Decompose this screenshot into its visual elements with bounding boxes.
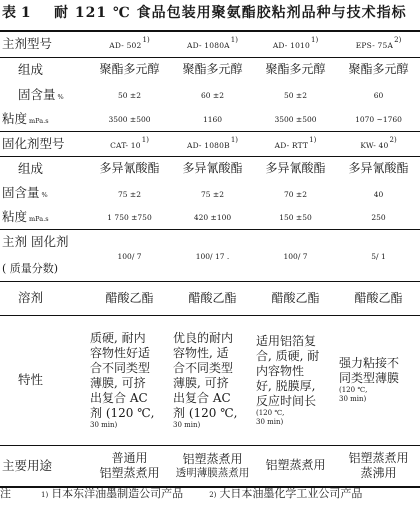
value: 100/ 7 — [117, 251, 142, 261]
table-title: 耐 121 ℃ 食品包装用聚氨酯胶粘剂品种与技术指标 — [54, 5, 407, 21]
footnote-mark: 1) — [142, 36, 150, 45]
footnote-mark: 1) — [311, 36, 319, 45]
text-line: (120 ℃, — [339, 386, 368, 395]
value: 5/ 1 — [371, 251, 386, 261]
value: 75 ±2 — [201, 189, 224, 199]
text-line: 强力粘接不 — [339, 356, 400, 371]
row-uses — [0, 445, 420, 487]
row-main-viscosity — [0, 107, 420, 131]
text-line: 铝塑蒸煮用 — [182, 451, 243, 466]
text-line: 内容物性 — [256, 363, 305, 378]
text-line: 剂 (120 ℃, — [90, 405, 155, 420]
text-line: 30 min) — [256, 417, 284, 426]
row-label: 组成 — [0, 156, 88, 181]
table-cell: 聚酯多元醇 — [171, 57, 254, 82]
row-main-model — [0, 31, 420, 57]
row-mix-ratio — [0, 229, 420, 281]
text-line: 容物性好适 — [90, 345, 151, 360]
row-curing-composition — [0, 156, 420, 181]
footnote-mark: 2) — [389, 135, 397, 144]
table-cell — [88, 107, 171, 131]
table-cell: 聚酯多元醇 — [254, 57, 337, 82]
text-line: 30 min) — [339, 395, 367, 403]
table-cell — [337, 107, 420, 131]
uses-cell — [337, 445, 420, 487]
value: 40 — [373, 189, 384, 199]
footnote-mark: 1) — [141, 135, 149, 144]
text-line: 薄膜, 可挤 — [90, 375, 146, 390]
model-name: CAT- 10 — [110, 140, 141, 150]
value: 50 ±2 — [118, 91, 141, 100]
text-line: 合不同类型 — [90, 360, 151, 375]
footnote-mark: 1) — [230, 36, 238, 45]
table-cell: 聚酯多元醇 — [88, 57, 171, 82]
note-1 — [41, 485, 183, 501]
table-cell — [171, 229, 254, 281]
properties-cell — [88, 315, 171, 445]
table-cell: 多异氰酸酯 — [88, 156, 171, 181]
model-name: AD- 1080A — [187, 41, 230, 51]
uses-cell — [88, 445, 171, 487]
table-cell — [254, 107, 337, 131]
value: 1070 ~1760 — [355, 115, 402, 125]
curing-model-cell — [337, 131, 420, 156]
note-mark: 2) — [209, 491, 217, 499]
table-number: 表 1 — [2, 5, 31, 21]
value: 1160 — [202, 115, 223, 125]
value: 250 — [371, 213, 386, 223]
label-line: ( 质量分数) — [2, 261, 59, 275]
table-cell — [88, 229, 171, 281]
main-model-cell — [171, 31, 254, 57]
curing-model-cell — [171, 131, 254, 156]
model-name: AD- 1010 — [272, 41, 310, 51]
uses-cell — [171, 445, 254, 487]
row-label — [0, 107, 88, 131]
text-line: (120 ℃, — [256, 408, 285, 417]
row-label: 特性 — [0, 315, 88, 445]
table-cell — [171, 82, 254, 107]
uses-cell — [254, 445, 337, 487]
table-cell: 醋酸乙酯 — [88, 281, 171, 315]
row-curing-solids — [0, 181, 420, 205]
text-line: 剂 (120 ℃, — [173, 405, 238, 420]
text-line: 普通用 — [111, 450, 148, 465]
row-main-solids — [0, 82, 420, 107]
main-model-cell — [254, 31, 337, 57]
row-curing-viscosity — [0, 205, 420, 229]
table-cell — [171, 181, 254, 205]
text-line: 30 min) — [173, 420, 201, 429]
label-text: 粘度 — [2, 208, 28, 224]
text-line: 出复合 AC — [90, 390, 148, 405]
spec-table — [0, 30, 420, 488]
text-line: 铝塑蒸煮用 — [265, 458, 326, 473]
text-line: 30 min) — [90, 420, 118, 429]
note-2 — [209, 485, 362, 501]
table-cell — [254, 229, 337, 281]
text-line: 透明薄膜蒸煮用 — [175, 466, 250, 479]
value: 50 ±2 — [284, 91, 307, 100]
table-cell: 多异氰酸酯 — [254, 156, 337, 181]
row-label — [0, 82, 88, 107]
unit: mPa.s — [29, 116, 49, 125]
properties-cell — [171, 315, 254, 445]
table-cell: 多异氰酸酯 — [337, 156, 420, 181]
row-label: 主要用途 — [0, 445, 88, 487]
model-name: KW- 40 — [360, 140, 389, 150]
row-solvent — [0, 281, 420, 315]
text-line: 铝塑蒸煮用 — [348, 450, 409, 465]
text-line: 适用铝箔复 — [256, 333, 317, 348]
row-label — [0, 205, 88, 229]
text-line: 蒸沸用 — [360, 465, 397, 480]
unit: % — [57, 92, 64, 101]
table-cell: 醋酸乙酯 — [254, 281, 337, 315]
table-cell — [337, 181, 420, 205]
table-cell — [254, 82, 337, 107]
row-label — [0, 181, 88, 205]
text-line: 合不同类型 — [173, 360, 234, 375]
text-line: 出复合 AC — [173, 390, 231, 405]
row-label: 溶剂 — [0, 281, 88, 315]
unit: % — [41, 191, 48, 200]
properties-cell — [254, 315, 337, 445]
label-text: 粘度 — [2, 110, 28, 126]
value: 70 ±2 — [284, 189, 307, 199]
row-properties — [0, 315, 420, 445]
text-line: 好, 脱膜厚, — [256, 378, 316, 393]
value: 100/ 7 — [283, 251, 308, 261]
footnote-mark: 1) — [230, 135, 239, 144]
row-curing-model — [0, 131, 420, 156]
unit: mPa.s — [29, 214, 49, 223]
table-notes — [0, 482, 420, 504]
table-cell: 聚酯多元醇 — [337, 57, 420, 82]
table-cell — [171, 205, 254, 229]
footnote-mark: 2) — [394, 36, 402, 45]
text-line: 铝塑蒸煮用 — [99, 465, 160, 480]
text-line: 同类型薄膜 — [339, 371, 400, 386]
curing-model-cell — [254, 131, 337, 156]
table-cell: 醋酸乙酯 — [337, 281, 420, 315]
value: 100/ 17 . — [195, 251, 230, 261]
main-model-cell — [337, 31, 420, 57]
table-cell — [254, 205, 337, 229]
table-caption — [0, 0, 420, 24]
notes-prefix: 注 — [0, 487, 11, 500]
table-cell — [337, 229, 420, 281]
value: 1 750 ±750 — [107, 213, 152, 223]
model-name: AD- 502 — [109, 41, 142, 51]
table-cell: 醋酸乙酯 — [171, 281, 254, 315]
value: 60 — [373, 91, 384, 100]
value: 75 ±2 — [118, 189, 141, 199]
table-cell — [88, 82, 171, 107]
row-label — [0, 229, 88, 281]
table-cell — [88, 181, 171, 205]
table-cell — [171, 107, 254, 131]
value: 3500 ±500 — [274, 115, 317, 125]
model-name: AD- RTT — [274, 140, 309, 150]
label-line: 主剂 固化剂 — [2, 234, 69, 250]
text-line: 质硬, 耐内 — [90, 330, 146, 345]
table-cell — [337, 82, 420, 107]
row-main-composition — [0, 57, 420, 82]
value: 60 ±2 — [201, 91, 224, 100]
value: 3500 ±500 — [108, 115, 151, 125]
row-label: 固化剂型号 — [0, 131, 88, 156]
note-text: 大日本油墨化学工业公司产品 — [219, 487, 363, 500]
table-cell — [88, 205, 171, 229]
table-cell: 多异氰酸酯 — [171, 156, 254, 181]
value: 420 ±100 — [193, 213, 232, 223]
text-line: 薄膜, 可挤 — [173, 375, 229, 390]
label-text: 固含量 — [2, 185, 40, 201]
row-label: 组成 — [0, 57, 88, 82]
model-name: EPS- 75A — [355, 41, 394, 51]
text-line: 容物性, 适 — [173, 345, 229, 360]
main-model-cell — [88, 31, 171, 57]
curing-model-cell — [88, 131, 171, 156]
table-cell — [254, 181, 337, 205]
value: 150 ±50 — [279, 213, 312, 223]
row-label: 主剂型号 — [0, 31, 88, 57]
note-text: 日本东洋油墨制造公司产品 — [51, 487, 184, 500]
footnote-mark: 1) — [309, 135, 317, 144]
note-mark: 1) — [41, 491, 49, 499]
properties-cell — [337, 315, 420, 445]
label-text: 固含量 — [18, 86, 56, 102]
text-line: 合, 质硬, 耐 — [256, 348, 320, 363]
text-line: 反应时间长 — [256, 393, 317, 408]
text-line: 优良的耐内 — [173, 330, 234, 345]
model-name: AD- 1080B — [186, 140, 230, 150]
table-cell — [337, 205, 420, 229]
